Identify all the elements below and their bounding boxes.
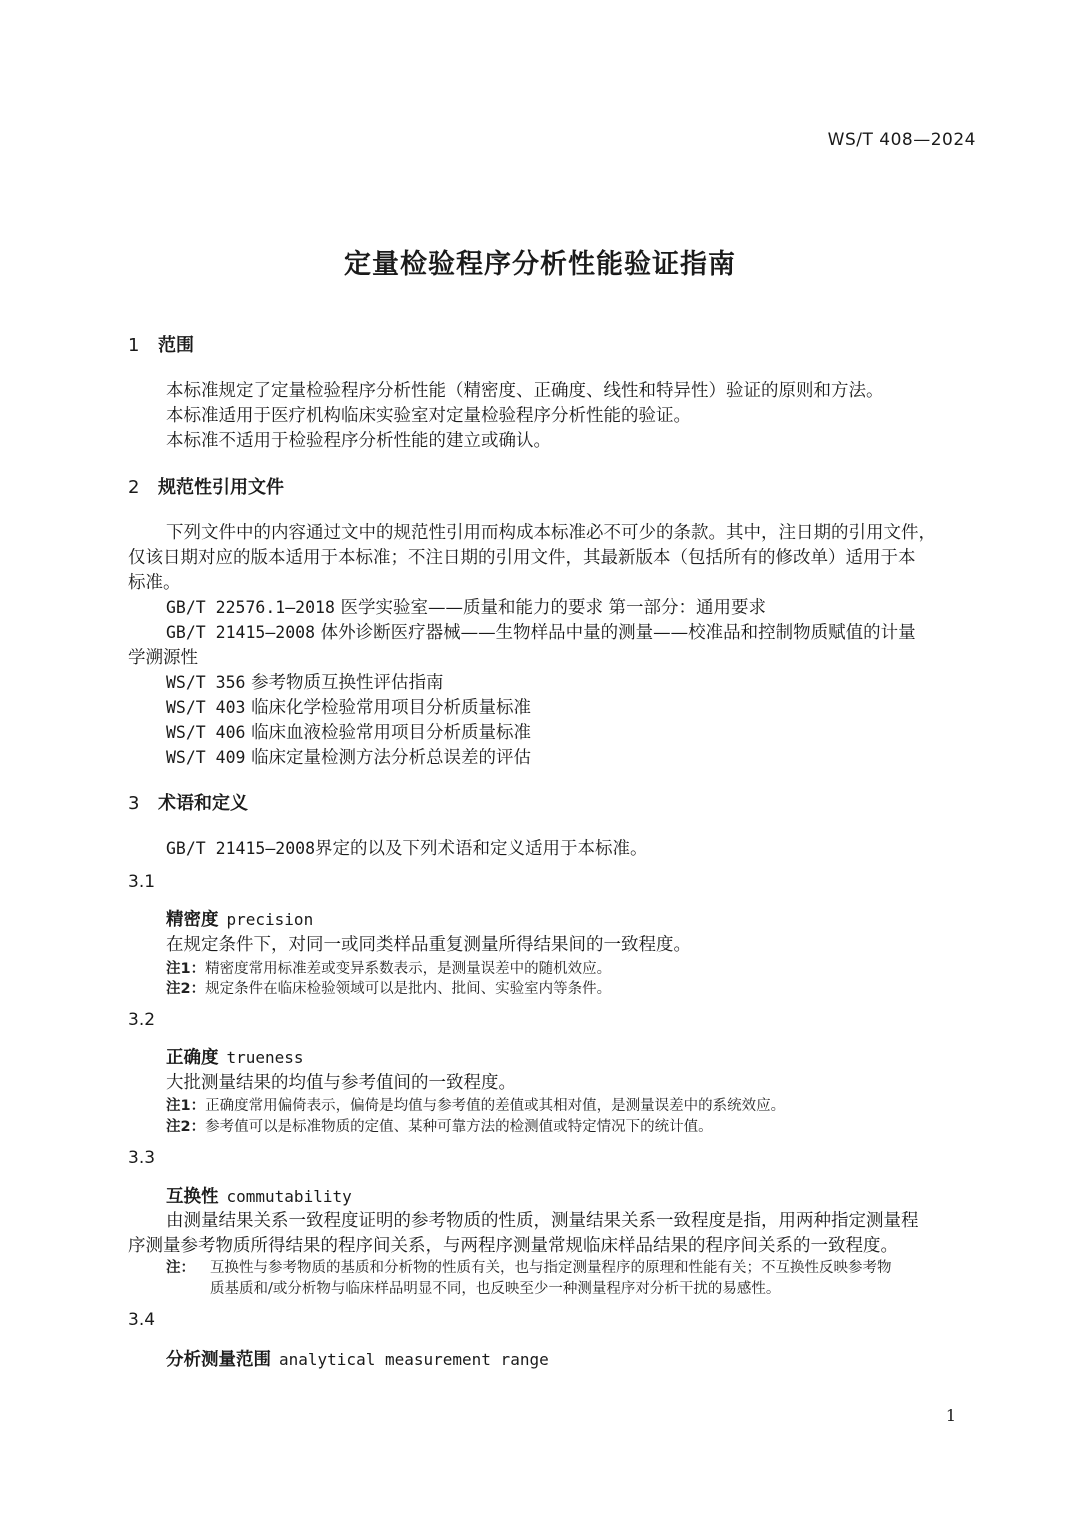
paragraph-line: 下列文件中的内容通过文中的规范性引用而构成本标准必不可少的条款。其中，注日期的引用文件， [166, 523, 936, 543]
reference-code: WS/T 409 [166, 748, 246, 767]
note [166, 977, 611, 998]
note-label: 注2： [166, 1119, 206, 1135]
reference-code: WS/T 406 [166, 723, 246, 742]
section-heading-scope [128, 331, 194, 357]
paragraph: 本标准适用于医疗机构临床实验室对定量检验程序分析性能的验证。 [166, 406, 691, 426]
term-definition: 在规定条件下，对同一或同类样品重复测量所得结果间的一致程度。 [166, 935, 691, 955]
term-heading [166, 1044, 304, 1069]
note-continued: 质基质和/或分析物与临床样品明显不同，也反映至少一种测量程序对分析干扰的易感性。 [210, 1281, 781, 1297]
section-number: 3 [128, 793, 140, 814]
reference-item [166, 669, 444, 694]
paragraph-line: 仅该日期对应的版本适用于本标准；不注日期的引用文件，其最新版本（包括所有的修改单）适用于本 [128, 548, 916, 568]
term-definition-line: 由测量结果关系一致程度证明的参考物质的性质，测量结果关系一致程度是指，用两种指定测量程 [166, 1211, 919, 1231]
note-text: 互换性与参考物质的基质和分析物的性质有关，也与指定测量程序的原理和性能有关；不互换性反映参考物 [210, 1260, 892, 1276]
term-en: precision [226, 910, 314, 929]
reference-item [166, 594, 766, 619]
note-label: 注： [166, 1260, 195, 1276]
section-number: 1 [128, 335, 140, 356]
note [166, 1256, 892, 1277]
reference-item [166, 694, 531, 719]
term-zh: 分析测量范围 [166, 1350, 271, 1370]
term-zh: 正确度 [166, 1048, 219, 1068]
paragraph [166, 835, 648, 860]
paragraph-text: 界定的以及下列术语和定义适用于本标准。 [315, 839, 648, 859]
term-number: 3.1 [128, 872, 156, 892]
note-label: 注1： [166, 1098, 206, 1114]
reference-title: 参考物质互换性评估指南 [251, 673, 444, 693]
term-number: 3.4 [128, 1310, 156, 1330]
paragraph: 本标准不适用于检验程序分析性能的建立或确认。 [166, 431, 551, 451]
reference-code: GB/T 22576.1—2018 [166, 598, 335, 617]
note-label: 注2： [166, 981, 206, 997]
paragraph: 本标准规定了定量检验程序分析性能（精密度、正确度、线性和特异性）验证的原则和方法。 [166, 381, 884, 401]
term-heading [166, 906, 313, 931]
note [166, 1115, 713, 1136]
term-en: trueness [226, 1048, 304, 1067]
section-number: 2 [128, 477, 140, 498]
note-text: 参考值可以是标准物质的定值、某种可靠方法的检测值或特定情况下的统计值。 [205, 1119, 713, 1135]
reference-code: GB/T 21415—2008 [166, 623, 316, 642]
term-definition-line: 序测量参考物质所得结果的程序间关系，与两程序测量常规临床样品结果的程序间关系的一致程度。 [128, 1236, 898, 1256]
paragraph-line: 标准。 [128, 573, 181, 593]
reference-item [166, 719, 531, 744]
note-label: 注1： [166, 961, 206, 977]
term-zh: 互换性 [166, 1187, 219, 1207]
note [166, 1094, 785, 1115]
note [166, 957, 611, 978]
term-definition: 大批测量结果的均值与参考值间的一致程度。 [166, 1073, 516, 1093]
note-text: 精密度常用标准差或变异系数表示，是测量误差中的随机效应。 [205, 961, 612, 977]
reference-code: GB/T 21415—2008 [166, 839, 316, 858]
reference-title: 医学实验室——质量和能力的要求 第一部分：通用要求 [340, 598, 767, 618]
term-number: 3.3 [128, 1148, 156, 1168]
term-en: commutability [226, 1187, 352, 1206]
standard-code: WS/T 408—2024 [827, 130, 976, 150]
page-number: 1 [945, 1406, 956, 1425]
reference-title: 临床血液检验常用项目分析质量标准 [251, 723, 532, 743]
reference-title-continued: 学溯源性 [128, 648, 198, 668]
reference-item [166, 744, 531, 769]
term-heading [166, 1183, 352, 1208]
section-heading-terms-definitions [128, 789, 248, 815]
term-number: 3.2 [128, 1010, 156, 1030]
reference-title: 临床化学检验常用项目分析质量标准 [251, 698, 532, 718]
term-heading [166, 1346, 549, 1371]
section-title: 术语和定义 [158, 793, 248, 814]
reference-title: 临床定量检测方法分析总误差的评估 [251, 748, 532, 768]
document-title: 定量检验程序分析性能验证指南 [344, 249, 736, 280]
section-title: 范围 [158, 335, 194, 356]
section-title: 规范性引用文件 [158, 477, 284, 498]
section-heading-normative-references [128, 473, 284, 499]
note-text: 规定条件在临床检验领域可以是批内、批间、实验室内等条件。 [205, 981, 612, 997]
term-zh: 精密度 [166, 910, 219, 930]
reference-title: 体外诊断医疗器械——生物样品中量的测量——校准品和控制物质赋值的计量 [320, 623, 916, 643]
note-text: 正确度常用偏倚表示，偏倚是均值与参考值的差值或其相对值，是测量误差中的系统效应。 [205, 1098, 786, 1114]
reference-code: WS/T 403 [166, 698, 246, 717]
reference-code: WS/T 356 [166, 673, 246, 692]
term-en: analytical measurement range [279, 1350, 549, 1369]
reference-item [166, 619, 916, 644]
